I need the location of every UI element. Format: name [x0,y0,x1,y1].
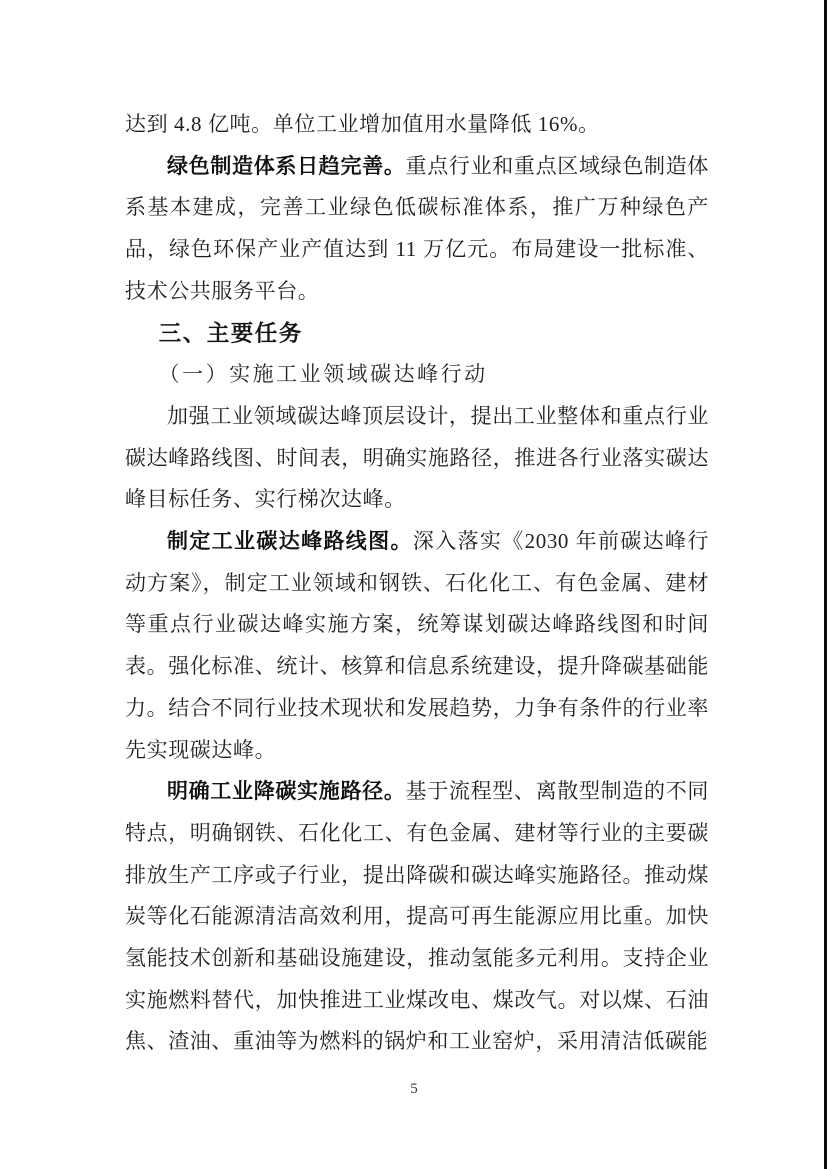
scan-edge-artifact [824,0,827,1169]
paragraph-carbon-peak-roadmap [125,521,709,771]
page-number: 5 [410,1081,418,1097]
paragraph-top-level-design: 加强工业领域碳达峰顶层设计，提出工业整体和重点行业碳达峰路线图、时间表，明确实施路径，推进各行业落实碳达峰目标任务、实行梯次达峰。 [125,403,709,512]
paragraph-green-manufacturing [125,146,709,313]
paragraph-text-carbon-peak-roadmap: 深入落实《2030 年前碳达峰行动方案》，制定工业领域和钢铁、石化化工、有色金属、建材等重点行业碳达峰实施方案，统筹谋划碳达峰路线图和时间表。强化标准、统计、核算和信息系统建设，提升降碳基础能力。结合不同行业技术现状和发展趋势，力争有条件的行业率先实现碳达峰。 [125,529,709,762]
paragraph-text-green-manufacturing: 重点行业和重点区域绿色制造体系基本建成，完善工业绿色低碳标准体系，推广万种绿色产品，绿色环保产业产值达到 11 万亿元。布局建设一批标准、技术公共服务平台。 [125,153,709,303]
paragraph-continuation: 达到 4.8 亿吨。单位工业增加值用水量降低 16%。 [125,112,600,136]
page-body-text [125,104,709,1063]
paragraph-lead-carbon-peak-roadmap: 制定工业碳达峰路线图。 [167,529,413,554]
section-heading-main-tasks: 三、主要任务 [158,320,303,346]
paragraph-lead-carbon-reduction-path: 明确工业降碳实施路径。 [167,779,406,804]
sub-heading-carbon-peak-action: （一）实施工业领域碳达峰行动 [158,362,488,387]
paragraph-carbon-reduction-path [125,771,709,1063]
paragraph-lead-green-manufacturing: 绿色制造体系日趋完善。 [167,153,406,178]
paragraph-text-carbon-reduction-path: 基于流程型、离散型制造的不同特点，明确钢铁、石化化工、有色金属、建材等行业的主要碳排放生产工序或子行业，提出降碳和碳达峰实施路径。推动煤炭等化石能源清洁高效利用，提高可再生能源应用比重。加快氢能技术创新和基础设施建设，推动氢能多元利用。支持企业实施燃料替代，加快推进工业煤改电、煤改气。对以煤、石油焦、渣油、重油等为燃料的锅炉和工业窑炉，采用清洁低碳能 [125,779,709,1054]
